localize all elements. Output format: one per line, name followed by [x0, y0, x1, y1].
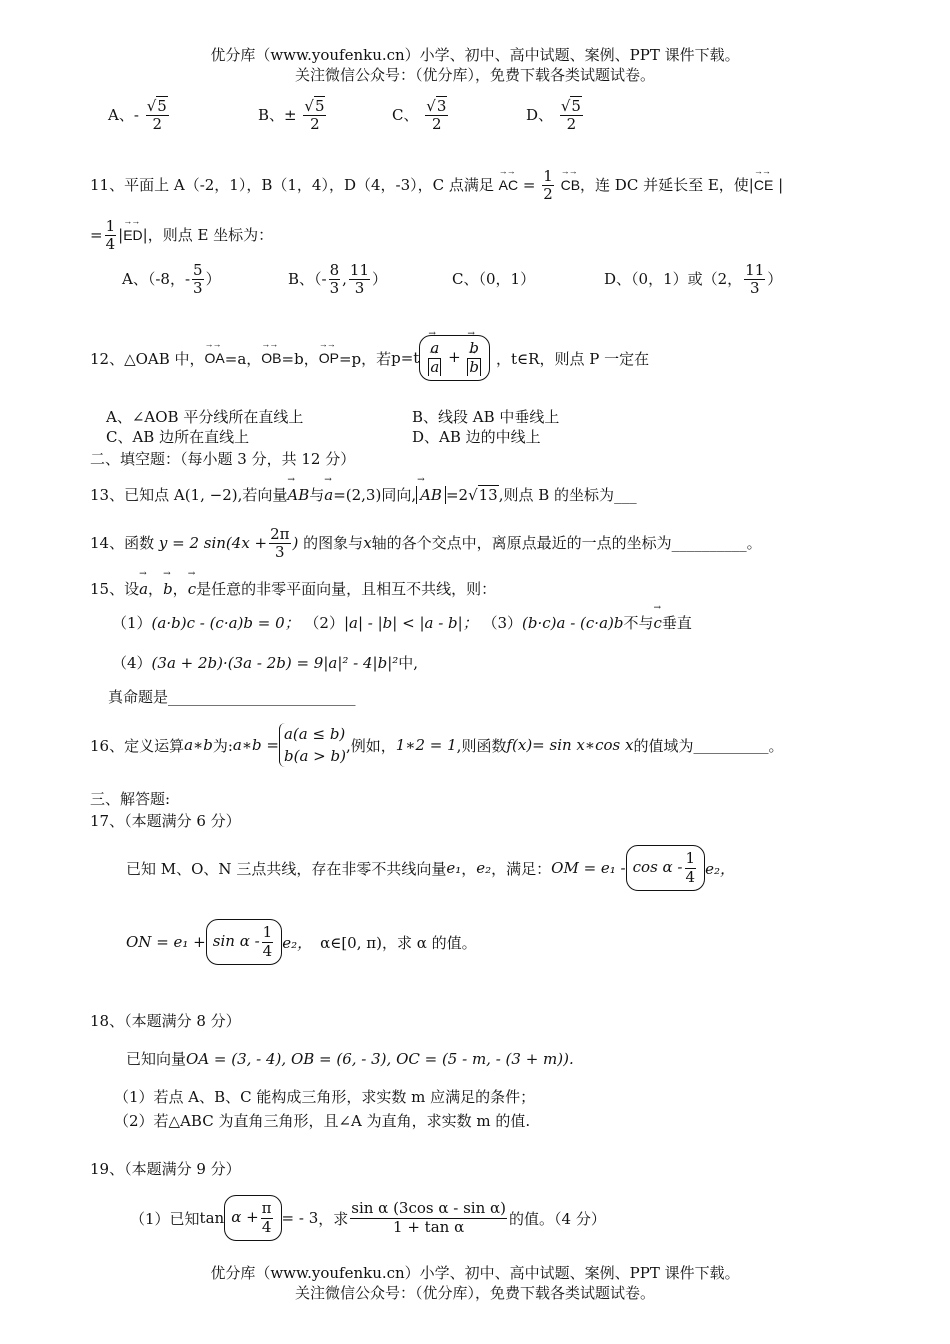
q12-stem — [90, 312, 649, 404]
q17-om-tail: e₂， — [705, 859, 735, 878]
q17-e1: e₁ — [446, 859, 462, 877]
q14-answer-blank[interactable]: __________ — [671, 533, 747, 552]
q13-stem: 13、已知点 A(1, −2),若向量→ AB与→ a=(2,3)同向,→ AB =2√13,则点 B 的坐标为___ — [90, 484, 637, 505]
q13-vector-a: → a — [324, 486, 333, 504]
q13-answer-blank[interactable]: ___ — [614, 486, 637, 504]
q19-frac-num: sin α (3cos α - sin α) — [351, 1199, 507, 1218]
q16-case-2: b(a > b) — [283, 747, 346, 765]
q12-a-num: → a — [428, 340, 441, 358]
q17-e2: e₂ — [476, 859, 492, 877]
q11-opt-a-end: ） — [205, 269, 221, 288]
header-line-2: 关注微信公众号：（优分库），免费下载各类试题试卷。 — [294, 66, 655, 84]
q10-c-num: 3 — [436, 97, 447, 115]
q12-option-a: A、∠AOB 平分线所在直线上 — [106, 408, 304, 426]
q15-p3-end: 垂直 — [661, 614, 692, 632]
q11-vector-ed: →→ ED — [123, 227, 142, 243]
q11-opt-d-den: 3 — [749, 279, 760, 298]
q13-sqrt: 13 — [478, 486, 498, 504]
q11-opt-a-num: 5 — [193, 261, 203, 279]
q10-b-num: 5 — [314, 97, 325, 115]
q14-stem-c: 轴的各个交点中，离原点最近的一点的坐标为 — [371, 533, 672, 552]
q13-stem-d: ,则点 B 的坐标为 — [498, 486, 615, 504]
q15-p2: |a| - |b| < |a - b|； — [343, 614, 478, 632]
q18-part-1: （1）若点 A、B、C 能构成三角形，求实数 m 应满足的条件； — [114, 1088, 536, 1106]
q14-x: x — [363, 533, 372, 552]
q11-opt-a-frac — [192, 262, 204, 298]
q17-on-inner: sin α - — [212, 932, 260, 950]
q11-opt-b-frac1 — [329, 262, 341, 298]
q17-om-frac — [685, 850, 697, 886]
q14-stem — [90, 526, 762, 562]
q16-cases — [279, 723, 346, 767]
q10-option-b — [258, 98, 328, 134]
q10-b-label: B、± — [258, 105, 297, 124]
q17-comma: ， — [461, 859, 477, 878]
q12-stem-a: 12、△OAB 中， — [90, 349, 205, 368]
q15-answer-blank[interactable]: _________________________ — [168, 688, 356, 706]
q16-stem — [90, 720, 783, 770]
q11-option-a — [122, 262, 221, 298]
q10-a-frac: $\frac{√5}{2}$ — [146, 97, 167, 134]
q15-p1-label: （1） — [112, 614, 152, 632]
q13-stem-a: 13、已知点 A(1, −2),若向量 — [90, 486, 288, 504]
q15-p3-tail: 不与 — [623, 614, 654, 632]
q12-b-unit — [467, 340, 481, 376]
q15-stem-a: 15、设 — [90, 580, 140, 598]
q19-pi-num: π — [261, 1199, 272, 1218]
q12-vector-oa: →→ OA — [205, 350, 225, 366]
q15-sep-2: ， — [172, 580, 188, 598]
q14-frac-den: 3 — [275, 543, 285, 562]
q11-opt-b-den1: 3 — [329, 279, 340, 298]
q11-opt-a-den: 3 — [193, 279, 203, 298]
q11-line2-eq: = — [90, 225, 103, 244]
q11-vector-cb: →→ CB — [561, 177, 580, 193]
q17-om: OM = e₁ - — [551, 859, 626, 877]
q13-stem-c: =2 — [445, 486, 469, 504]
q18-part-2: （2）若△ABC 为直角三角形，且∠A 为直角，求实数 m 的值. — [114, 1112, 531, 1130]
q17-stem — [126, 848, 735, 888]
q15-stem-b: 是任意的非零平面向量，且相互不共线，则： — [196, 580, 497, 598]
q12-option-b: B、线段 AB 中垂线上 — [412, 408, 560, 426]
q15-p2-label: （2） — [304, 614, 344, 632]
q11-vector-ce: →→ CE — [754, 177, 773, 193]
q17-on-den: 4 — [262, 941, 273, 960]
q17-on-num: 1 — [262, 923, 273, 942]
q10-option-c — [392, 98, 450, 134]
q10-b-den: 2 — [310, 115, 320, 134]
section-3-title: 三、解答题: — [90, 790, 171, 808]
q18-stem — [126, 1048, 574, 1069]
q10-d-label: D、 — [526, 105, 554, 124]
q11-opt-b-num2: 11 — [349, 261, 370, 279]
q15-p1: (a·b)c - (c·a)b = 0； — [151, 614, 300, 632]
q11-opt-b-frac2 — [349, 262, 370, 298]
q16-function: f(x)= sin x∗cos x — [506, 736, 634, 754]
q11-opt-b-end: ） — [372, 269, 388, 288]
q12-p-eq: =t — [400, 349, 420, 367]
q17-om-paren — [626, 845, 705, 891]
q15-vector-c: → c — [188, 580, 196, 598]
q12-plus: + — [448, 348, 461, 366]
q12-a-den: → a — [428, 359, 441, 376]
q11-stem-b: ，连 DC 并延长至 E，使| — [580, 175, 754, 194]
q15-vector-b: → b — [163, 580, 173, 598]
q12-b-num: → b — [467, 340, 481, 358]
q15-true-label: 真命题是 — [108, 688, 169, 706]
q14-frac — [269, 526, 290, 562]
q11-stem-a: 11、平面上 A（-2，1），B（1，4），D（4，-3），C 点满足 — [90, 175, 494, 194]
q11-option-b — [288, 262, 387, 298]
q11-opt-b-den2: 3 — [354, 279, 365, 298]
q10-d-num: 5 — [571, 97, 581, 115]
q11-stem-c: | — [773, 175, 784, 194]
q15-vector-a: → a — [139, 580, 148, 598]
q15-stem — [90, 578, 496, 599]
q17-on-line — [126, 922, 477, 962]
q17-om-num: 1 — [685, 849, 696, 868]
q19-frac-den: 1 + tan α — [393, 1217, 465, 1236]
q17-on-paren — [206, 919, 282, 965]
q15-answer-line — [108, 686, 356, 707]
q19-p1-c: 的值。（4 分） — [509, 1209, 606, 1228]
q18-vectors: OA = (3, - 4), OB = (6, - 3), OC = (5 - m, - (3 + m)). — [186, 1050, 574, 1068]
q13-abs-ab: → AB — [416, 486, 446, 504]
q11-opt-b-text: B、（- — [288, 269, 327, 288]
q12-option-c: C、AB 边所在直线上 — [106, 428, 250, 446]
q10-a-den: 2 — [152, 115, 163, 134]
q11-half — [542, 168, 554, 204]
q11-quarter-num: 1 — [105, 217, 116, 235]
q10-option-a — [108, 98, 171, 134]
q16-end: 。 — [768, 736, 784, 755]
q17-on-tail: e₂， — [282, 933, 313, 952]
q18-stem-text: 已知向量 — [126, 1050, 187, 1068]
q12-oa-eq: =a， — [224, 349, 262, 368]
q17-on-frac — [262, 924, 274, 960]
q10-d-frac: $\frac{√5}{2}$ — [560, 97, 581, 134]
q12-b-den: → b — [467, 359, 481, 376]
q13-with: 与 — [309, 486, 325, 504]
q11-option-c: C、（0，1） — [452, 270, 536, 288]
q11-stem-line2: = $\frac{1}{4}$ |→→ ED|，则点 E 坐标为： — [90, 218, 273, 254]
q10-c-frac: $\frac{√3}{2}$ — [426, 97, 447, 134]
q19-p1-b: ，求 — [318, 1209, 349, 1228]
q11-opt-b-mid: , — [342, 269, 347, 288]
q12-expression — [419, 335, 490, 381]
q11-half-num: 1 — [543, 167, 553, 185]
q13-vector-ab: → AB — [287, 486, 309, 504]
q15-p4-label: （4） — [112, 654, 152, 672]
q11-option-d — [604, 262, 782, 298]
q16-def: a∗b = — [232, 736, 279, 754]
q11-line2-tail: |，则点 E 坐标为： — [142, 225, 274, 244]
q15-p3: (b·c)a - (c·a)b — [522, 614, 624, 632]
q19-part-1 — [130, 1194, 606, 1242]
q12-vector-ob: →→ OB — [261, 350, 281, 366]
q14-end: 。 — [746, 533, 762, 552]
q11-opt-a-text: A、（-8，- — [122, 269, 191, 288]
q14-stem-b: 的图象与 — [303, 533, 364, 552]
q16-case-1: a(a ≤ b) — [283, 725, 346, 743]
q16-example: 1∗2 = 1 — [395, 736, 457, 754]
q10-c-label: C、 — [392, 105, 419, 124]
q12-vector-op: →→ OP — [319, 350, 339, 366]
q12-ob-eq: =b， — [281, 349, 319, 368]
q11-half-den: 2 — [543, 185, 553, 204]
q11-opt-d-end: ） — [767, 269, 783, 288]
q11-quarter — [105, 218, 117, 254]
q12-a-unit — [428, 340, 441, 376]
q17-stem-a: 已知 M、O、N 三点共线，存在非零不共线向量 — [126, 859, 447, 878]
q15-sep-1: ， — [148, 580, 164, 598]
q16-answer-blank[interactable]: __________ — [693, 736, 769, 754]
q19-pi-den: 4 — [261, 1217, 272, 1236]
q15-p4: (3a + 2b)·(3a - 2b) = 9|a|² - 4|b|² — [151, 654, 399, 672]
footer-line-1: 优分库（www.youfenku.cn）小学、初中、高中试题、案例、PPT 课件下载。 — [210, 1264, 740, 1282]
q14-stem-a: 14、函数 — [90, 533, 155, 552]
q16-stem-d: ,则函数 — [456, 736, 507, 755]
q16-stem-b: 为: — [212, 736, 233, 755]
q14-frac-num: 2π — [270, 525, 290, 543]
q17-range: α∈[0, π)，求 α 的值。 — [320, 933, 477, 952]
q14-function-b: ) — [292, 533, 299, 552]
q13-stem-b: =(2,3)同向, — [333, 486, 417, 504]
q11-quarter-den: 4 — [105, 235, 116, 254]
q11-vector-ac: →→ AC — [499, 177, 518, 193]
q12-op-eq: =p，若 — [338, 349, 392, 368]
q19-p1-a: （1）已知 — [130, 1209, 200, 1228]
q19-tan-paren — [224, 1195, 281, 1241]
q12-option-d: D、AB 边的中线上 — [412, 428, 541, 446]
q11-eq: = — [518, 175, 536, 194]
q19-eq: = - 3 — [281, 1209, 319, 1227]
q19-pi-frac — [261, 1200, 273, 1236]
q19-title: 19、（本题满分 9 分） — [90, 1160, 241, 1178]
header-line-1: 优分库（www.youfenku.cn）小学、初中、高中试题、案例、PPT 课件下载。 — [210, 46, 740, 64]
q11-opt-d-text: D、（0，1）或（2， — [604, 269, 743, 288]
q10-b-frac: $\frac{√5}{2}$ — [304, 97, 325, 134]
q11-opt-d-frac — [744, 262, 765, 298]
q10-c-den: 2 — [432, 115, 442, 134]
footer-line-2: 关注微信公众号：（优分库），免费下载各类试题试卷。 — [294, 1284, 655, 1302]
q11-opt-d-num: 11 — [745, 261, 765, 279]
q11-opt-b-num1: 8 — [329, 261, 340, 279]
q19-alpha: α + — [231, 1208, 259, 1226]
q15-propositions-row1 — [112, 612, 692, 633]
q15-p3-c: → c — [654, 614, 662, 632]
q10-a-num: 5 — [157, 97, 167, 115]
q10-d-den: 2 — [566, 115, 577, 134]
q15-propositions-row2 — [112, 652, 418, 673]
q17-stem-b: ，满足： — [491, 859, 552, 878]
q15-p4-tail: 中, — [398, 654, 419, 672]
q16-stem-a: 16、定义运算 — [90, 736, 185, 755]
q17-om-den: 4 — [685, 867, 696, 886]
q16-op: a∗b — [184, 736, 213, 754]
q19-tan: tan — [199, 1209, 225, 1227]
q15-p3-label: （3） — [482, 614, 523, 632]
q10-a-label: A、- — [108, 105, 139, 124]
q17-on: ON = e₁ + — [126, 933, 206, 951]
q16-stem-c: ,例如， — [345, 736, 396, 755]
q12-p: p — [391, 349, 401, 367]
section-2-title: 二、填空题：（每小题 3 分，共 12 分） — [90, 450, 356, 468]
q14-function-a: y = 2 sin(4x + — [158, 533, 268, 552]
q16-stem-e: 的值域为 — [633, 736, 694, 755]
q11-stem — [90, 168, 783, 204]
q18-title: 18、（本题满分 8 分） — [90, 1012, 241, 1030]
q12-tail: ，t∈R，则点 P 一定在 — [496, 349, 650, 368]
q17-title: 17、（本题满分 6 分） — [90, 812, 241, 830]
q17-om-inner: cos α - — [632, 858, 683, 876]
q10-option-d — [526, 98, 585, 134]
q19-main-frac — [350, 1200, 507, 1236]
